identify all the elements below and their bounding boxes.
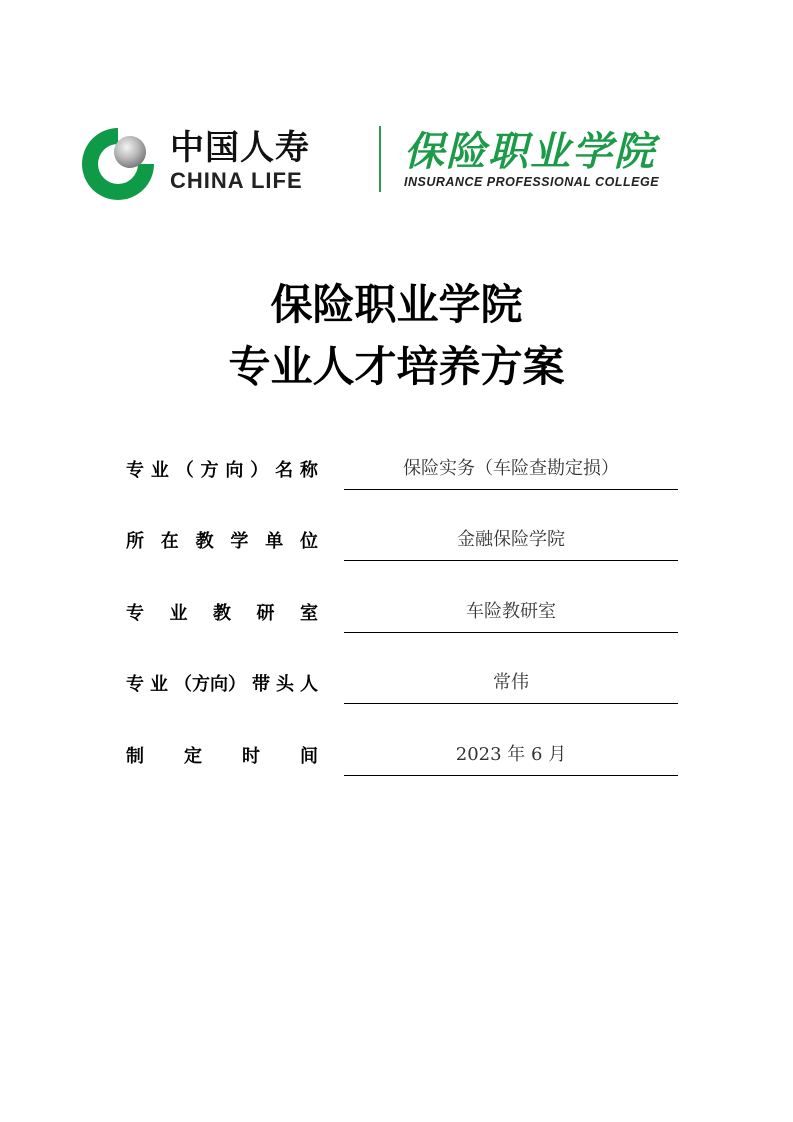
info-row-major-name (0, 454, 793, 500)
info-label: 所 在 教 学 单 位 (126, 531, 318, 552)
info-value: 保险实务（车险查勘定损） (403, 458, 619, 479)
info-label: 专 业 （方向） 带 头 人 (126, 674, 318, 695)
info-value: 金融保险学院 (457, 529, 565, 550)
college-name-cn: 保险职业学院 (404, 128, 656, 175)
info-label: 专 业 教 研 室 (126, 603, 318, 624)
document-title-line1: 保险职业学院 (270, 280, 523, 329)
underline (344, 703, 678, 704)
company-name-cn: 中国人寿 (170, 128, 310, 168)
college-name-en: INSURANCE PROFESSIONAL COLLEGE (404, 175, 660, 189)
underline (344, 560, 678, 561)
info-value: 2023 年 6 月 (455, 744, 567, 765)
info-row-lead-person (0, 668, 793, 714)
info-label: 制 定 时 间 (126, 746, 318, 767)
info-row-teaching-unit (0, 525, 793, 571)
company-name-en: CHINA LIFE (170, 168, 303, 193)
header-banner (72, 108, 702, 204)
info-value: 常伟 (493, 672, 529, 693)
info-label: 专 业 （ 方 向 ） 名 称 (126, 460, 318, 481)
info-row-date (0, 740, 793, 786)
banner-divider (379, 126, 381, 192)
underline (344, 775, 678, 776)
underline (344, 489, 678, 490)
china-life-logo-icon (80, 126, 156, 202)
document-title-line2: 专业人才培养方案 (228, 342, 565, 391)
info-row-teaching-office (0, 597, 793, 643)
underline (344, 632, 678, 633)
info-value: 车险教研室 (466, 601, 556, 622)
